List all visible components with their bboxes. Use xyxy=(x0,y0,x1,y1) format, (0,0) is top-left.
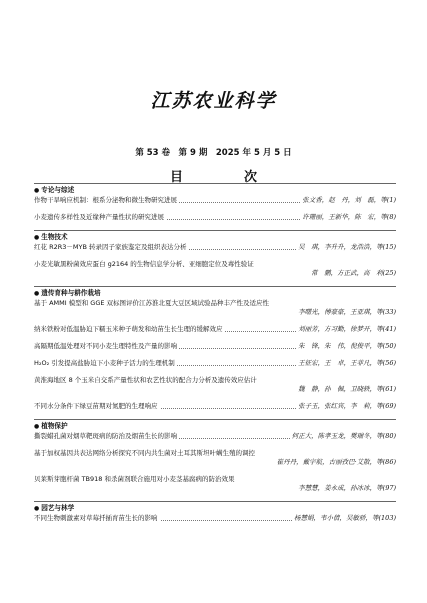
article-title[interactable]: 小麦遗传多样性及近缘种产量性状的研究进展 xyxy=(34,213,164,221)
article-authors-page: 王征宏，王 卓，王菲凡，等(56) xyxy=(298,359,396,367)
article-title[interactable]: 撕裂蜡孔菌对烟草靶斑病的防治及烟苗生长的影响 xyxy=(34,432,177,440)
toc-section xyxy=(34,183,396,222)
article-title[interactable]: 基于 AMMI 模型和 GGE 双标图评价江苏淮北夏大豆区域试验品种丰产性及适应性 xyxy=(34,299,270,307)
article-title[interactable]: 基于加权基因共表达网络分析探究不同内共生菌对土耳其斯坦叶螨生殖的调控 xyxy=(34,449,255,457)
article-title[interactable]: 纳米铁粉对低温胁迫下糯玉米种子萌发和幼苗生长生理的缓解效应 xyxy=(34,325,223,333)
toc-section xyxy=(34,230,396,278)
article-authors-page: 张子玉，张红宾，李 莉，等(69) xyxy=(298,402,396,410)
article-authors-page: ………………………………………………………………… 李曙光，傅豪豪，王亚琪，等(33) xyxy=(34,308,396,317)
toc-section xyxy=(34,501,396,523)
article-authors-page: 张文香，赵 丹，刘 磊，等(1) xyxy=(302,196,396,204)
article-authors-page: 吴 琪，李升升，龙浩浩，等(15) xyxy=(298,243,396,251)
article-title[interactable]: 不同水分条件下绿豆苗期对氮肥的生理响应 xyxy=(34,402,158,410)
toc-entry[interactable] xyxy=(34,376,396,394)
article-title[interactable]: 高隔期低温处理对不同小麦生理特性及产量的影响 xyxy=(34,342,177,350)
toc-entry[interactable] xyxy=(34,260,396,278)
toc-title: 目 次 xyxy=(169,170,281,185)
article-authors-page: ………………………………………………………………… 常 鹏，方正武，高 利(25) xyxy=(34,269,396,278)
article-title[interactable]: 不同生物刺激素对草莓扦插育苗生长的影响 xyxy=(34,514,158,522)
article-title[interactable]: H₂O₂ 引发提高盐胁迫下小麦种子活力的生理机制 xyxy=(34,359,175,367)
section-heading-label: 园艺与林学 xyxy=(41,504,75,512)
article-authors-page: 许珊丽，王新华，陈 宏，等(8) xyxy=(302,213,396,221)
toc-entry[interactable] xyxy=(34,402,396,411)
section-heading-label: 植物保护 xyxy=(41,422,68,430)
section-heading-label: 生物技术 xyxy=(41,233,68,241)
bullet-icon: ● xyxy=(34,505,40,512)
toc-entry[interactable] xyxy=(34,196,396,205)
bullet-icon: ● xyxy=(34,290,40,297)
article-authors-page: ………………………………………………………………… 李慧慧，姜永成，孙冰冰，等(97) xyxy=(34,484,396,493)
toc-entry[interactable] xyxy=(34,342,396,351)
toc-entry[interactable] xyxy=(34,359,396,368)
toc-section xyxy=(34,419,396,493)
article-title[interactable]: 作物干旱响应机制：根系分泌物和微生物研究进展 xyxy=(34,196,177,204)
toc-entry[interactable] xyxy=(34,213,396,222)
bullet-icon: ● xyxy=(34,423,40,430)
section-heading xyxy=(34,183,396,196)
article-authors-page: 朱 锋，朱 伟，倪俊平，等(50) xyxy=(298,342,396,350)
article-title[interactable]: 红花 R2R3－MYB 转录因子家族鉴定及组织表达分析 xyxy=(34,243,187,251)
section-heading xyxy=(34,501,396,514)
article-title[interactable]: 小麦光敏黑粉菌效应蛋白 g2164 的生物信息学分析、亚细胞定位及毒性验证 xyxy=(34,260,254,268)
toc-entry[interactable] xyxy=(34,325,396,334)
toc-entry[interactable] xyxy=(34,449,396,467)
article-title[interactable]: 贝莱斯芽胞杆菌 TB918 和杀菌剂联合施用对小麦茎基腐病的防治效果 xyxy=(34,475,235,483)
article-title[interactable]: 黄淮海地区 8 个玉米自交系产量性状和农艺性状的配合力分析及遗传效应估计 xyxy=(34,376,257,384)
section-heading-label: 遗传育种与耕作栽培 xyxy=(41,289,101,297)
issue-line: 第 53 卷 第 9 期 2025 年 5 月 5 日 xyxy=(135,148,292,158)
toc-entry[interactable] xyxy=(34,432,396,441)
article-authors-page: 杨慧娟，韦小倩，吴敏骄，等(103) xyxy=(294,514,396,522)
section-heading xyxy=(34,230,396,243)
section-heading xyxy=(34,286,396,299)
bullet-icon: ● xyxy=(34,187,40,194)
journal-name: 江苏农业科学 xyxy=(150,90,277,112)
article-authors-page: ………………………………………………………………… 魏 静，孙 佩，卫晓轶，等(61) xyxy=(34,385,396,394)
bullet-icon: ● xyxy=(34,234,40,241)
toc-entry[interactable] xyxy=(34,243,396,252)
article-authors-page: ………………………………………………………………… 崔丹丹，戴宇航，古丽孜巴·艾散，等(86) xyxy=(34,458,396,467)
section-heading-label: 专论与综述 xyxy=(41,186,75,194)
toc-entry[interactable] xyxy=(34,475,396,493)
toc-entry[interactable] xyxy=(34,299,396,317)
table-of-contents xyxy=(34,183,396,531)
toc-section xyxy=(34,286,396,411)
article-authors-page: 何正大，陈孝玉龙，樊瑞冬，等(80) xyxy=(291,432,396,440)
toc-entry[interactable] xyxy=(34,514,396,523)
section-heading xyxy=(34,419,396,432)
article-authors-page: 刘丽芳，方习勤，徐梦开，等(41) xyxy=(298,325,396,333)
